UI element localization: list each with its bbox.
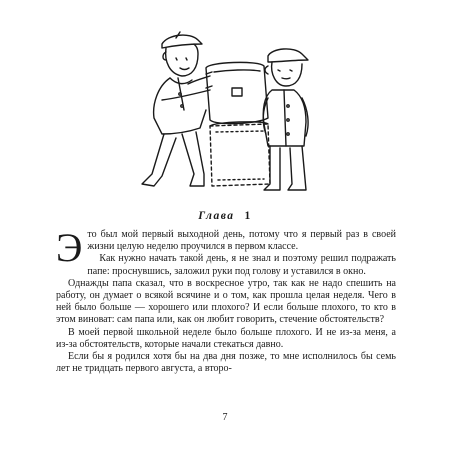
illustration-two-boys-with-boxes: [118, 14, 338, 204]
paragraph-5: Если бы я родился хотя бы на два дня позже, то мне исполнилось бы семь лет не тридцать первого августа, а второ-: [56, 351, 396, 375]
top-box-drawing: [206, 62, 268, 123]
chapter-text: [56, 225, 396, 375]
page-number: 7: [222, 412, 228, 423]
paragraph-2: Как нужно начать такой день, я не знал и поэтому решил подражать папе: проснувшись, заложил руки под голову и уставился в окно.: [87, 253, 396, 277]
left-boy-drawing: [142, 32, 212, 186]
paragraph-1-text: то был мой первый выходной день, потому что я первый раз в своей жизни целую неделю проучился в первом классе.: [87, 229, 396, 253]
bottom-box-drawing: [210, 122, 270, 186]
paragraph-4: В моей первой школьной неделе было больше плохого. И не из-за меня, а из-за обстоятельств, которые начали стекаться давно.: [56, 326, 396, 350]
right-boy-drawing: [263, 49, 308, 190]
chapter-number: 1: [244, 210, 252, 222]
paragraph-3: Однажды папа сказал, что в воскресное утро, так как не надо спешить на работу, он думает о всякой всячине и о том, как прошла целая неделя. Чего в ней было больше — хорошего или плохого? И если больше плохого, то кто в этом виноват: сам папа или, как он любит говорить, стечение обстоятельств?: [56, 277, 396, 326]
chapter-label: Глава: [198, 210, 235, 222]
chapter-heading: [0, 210, 450, 222]
drop-cap: Э: [56, 225, 83, 270]
